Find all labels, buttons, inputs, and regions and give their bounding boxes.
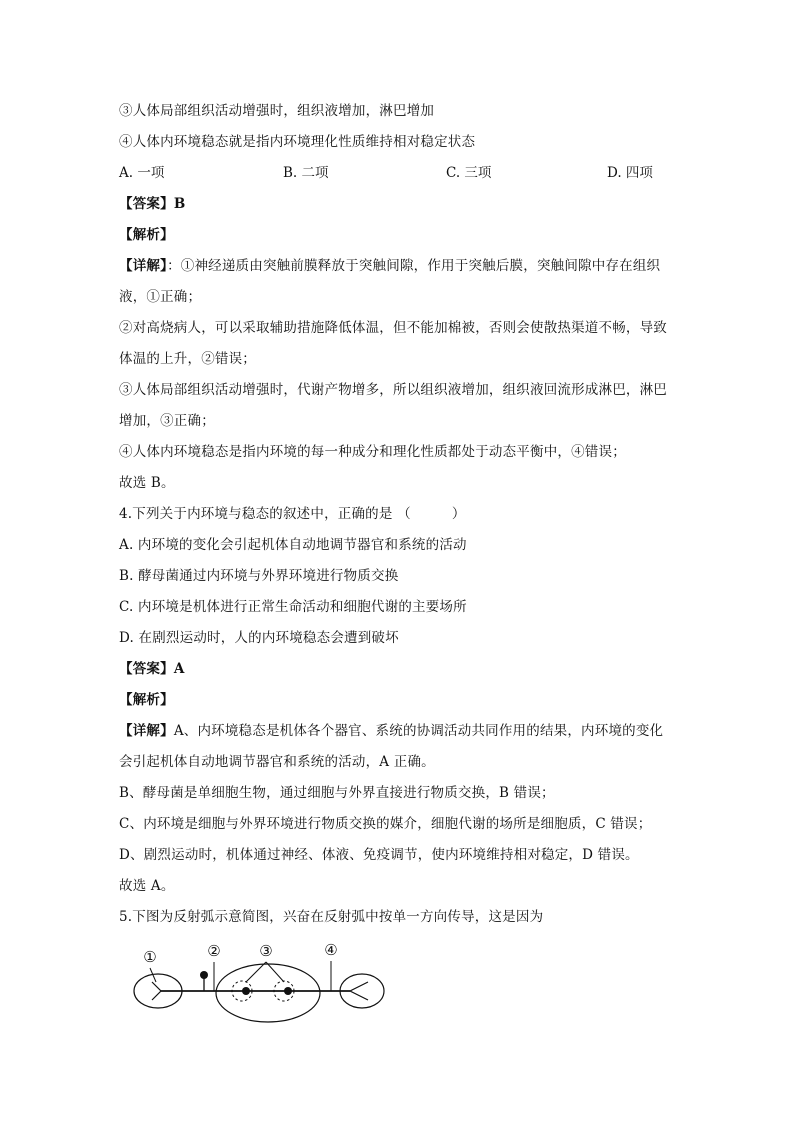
q3-detail-line-2: 液，①正确； (119, 289, 202, 305)
q4-detail-line-1 (119, 721, 663, 741)
q4-option-d: D. 在剧烈运动时，人的内环境稳态会遭到破坏 (119, 630, 399, 646)
q3-detail-line-3: ②对高烧病人，可以采取辅助措施降低体温，但不能加棉被，否则会使散热渠道不畅，导致 (119, 320, 667, 336)
q3-option-d: D. 四项 (607, 165, 653, 181)
q3-detail-line-5: ③人体局部组织活动增强时，代谢产物增多，所以组织液增加，组织液回流形成淋巴，淋巴 (119, 382, 667, 398)
answer-tag: 【答案】 (119, 196, 174, 212)
detail-tag: 【详解】 (119, 723, 174, 739)
q4-detail-line-3: B、酵母菌是单细胞生物，通过细胞与外界直接进行物质交换，B 错误； (119, 785, 555, 801)
label-2: ② (207, 942, 221, 960)
reflex-arc-svg (128, 938, 388, 1024)
effector-ending (350, 982, 368, 1000)
q4-stem: 4.下列关于内环境与稳态的叙述中，正确的是 （ ） (119, 506, 466, 522)
q3-detail-line-4: 体温的上升，②错误； (119, 351, 256, 367)
q3-option-c: C. 三项 (446, 165, 492, 181)
answer-value: A (173, 661, 185, 677)
q4-detail-line-4: C、内环境是细胞与外界环境进行物质交换的媒介，细胞代谢的场所是细胞质，C 错误； (119, 816, 652, 832)
detail-text: A、内环境稳态是机体各个器官、系统的协调活动共同作用的结果，内环境的变化 (173, 723, 664, 739)
receptor-ending (152, 982, 161, 1000)
detail-tag: 【详解】 (119, 258, 168, 274)
q3-detail-line-7: ④人体内环境稳态是指内环境的每一种成分和理化性质都处于动态平衡中，④错误； (119, 444, 626, 460)
q3-detail-line-1 (119, 256, 660, 276)
q3-analysis-tag: 【解析】 (119, 227, 174, 243)
detail-text: ：①神经递质由突触前膜释放于突触间隙，作用于突触后膜，突触间隙中存在组织 (167, 258, 661, 274)
q4-option-a: A. 内环境的变化会引起机体自动地调节器官和系统的活动 (119, 537, 467, 553)
q4-option-b: B. 酵母菌通过内环境与外界环境进行物质交换 (119, 568, 399, 584)
reflex-arc-diagram (128, 938, 388, 1024)
answer-value: B (173, 196, 186, 212)
q3-detail-line-6: 增加，③正确； (119, 413, 215, 429)
q4-detail-line-2: 会引起机体自动地调节器官和系统的活动，A 正确。 (119, 754, 435, 770)
statement-4: ④人体内环境稳态就是指内环境理化性质维持相对稳定状态 (119, 134, 476, 150)
label-3: ③ (259, 942, 273, 960)
spinal-cord-ellipse (216, 964, 320, 1022)
ganglion-dot (200, 971, 208, 979)
answer-tag: 【答案】 (119, 661, 174, 677)
q3-option-a: A. 一项 (119, 165, 165, 181)
q3-option-b: B. 二项 (283, 165, 329, 181)
synapse-dot-1 (242, 987, 250, 995)
q5-stem: 5.下图为反射弧示意简图，兴奋在反射弧中按单一方向传导，这是因为 (119, 909, 544, 925)
q4-detail-line-6: 故选 A。 (119, 878, 175, 894)
q3-answer (119, 194, 185, 214)
label-1: ① (143, 948, 157, 966)
synapse-dot-2 (284, 987, 292, 995)
q3-detail-line-8: 故选 B。 (119, 475, 175, 491)
q4-answer (119, 659, 185, 679)
q4-option-c: C. 内环境是机体进行正常生命活动和细胞代谢的主要场所 (119, 599, 467, 615)
q4-detail-line-5: D、剧烈运动时，机体通过神经、体液、免疫调节，使内环境维持相对稳定，D 错误。 (119, 847, 639, 863)
q4-analysis-tag: 【解析】 (119, 692, 174, 708)
label-4: ④ (324, 941, 338, 959)
statement-3: ③人体局部组织活动增强时，组织液增加，淋巴增加 (119, 103, 435, 119)
